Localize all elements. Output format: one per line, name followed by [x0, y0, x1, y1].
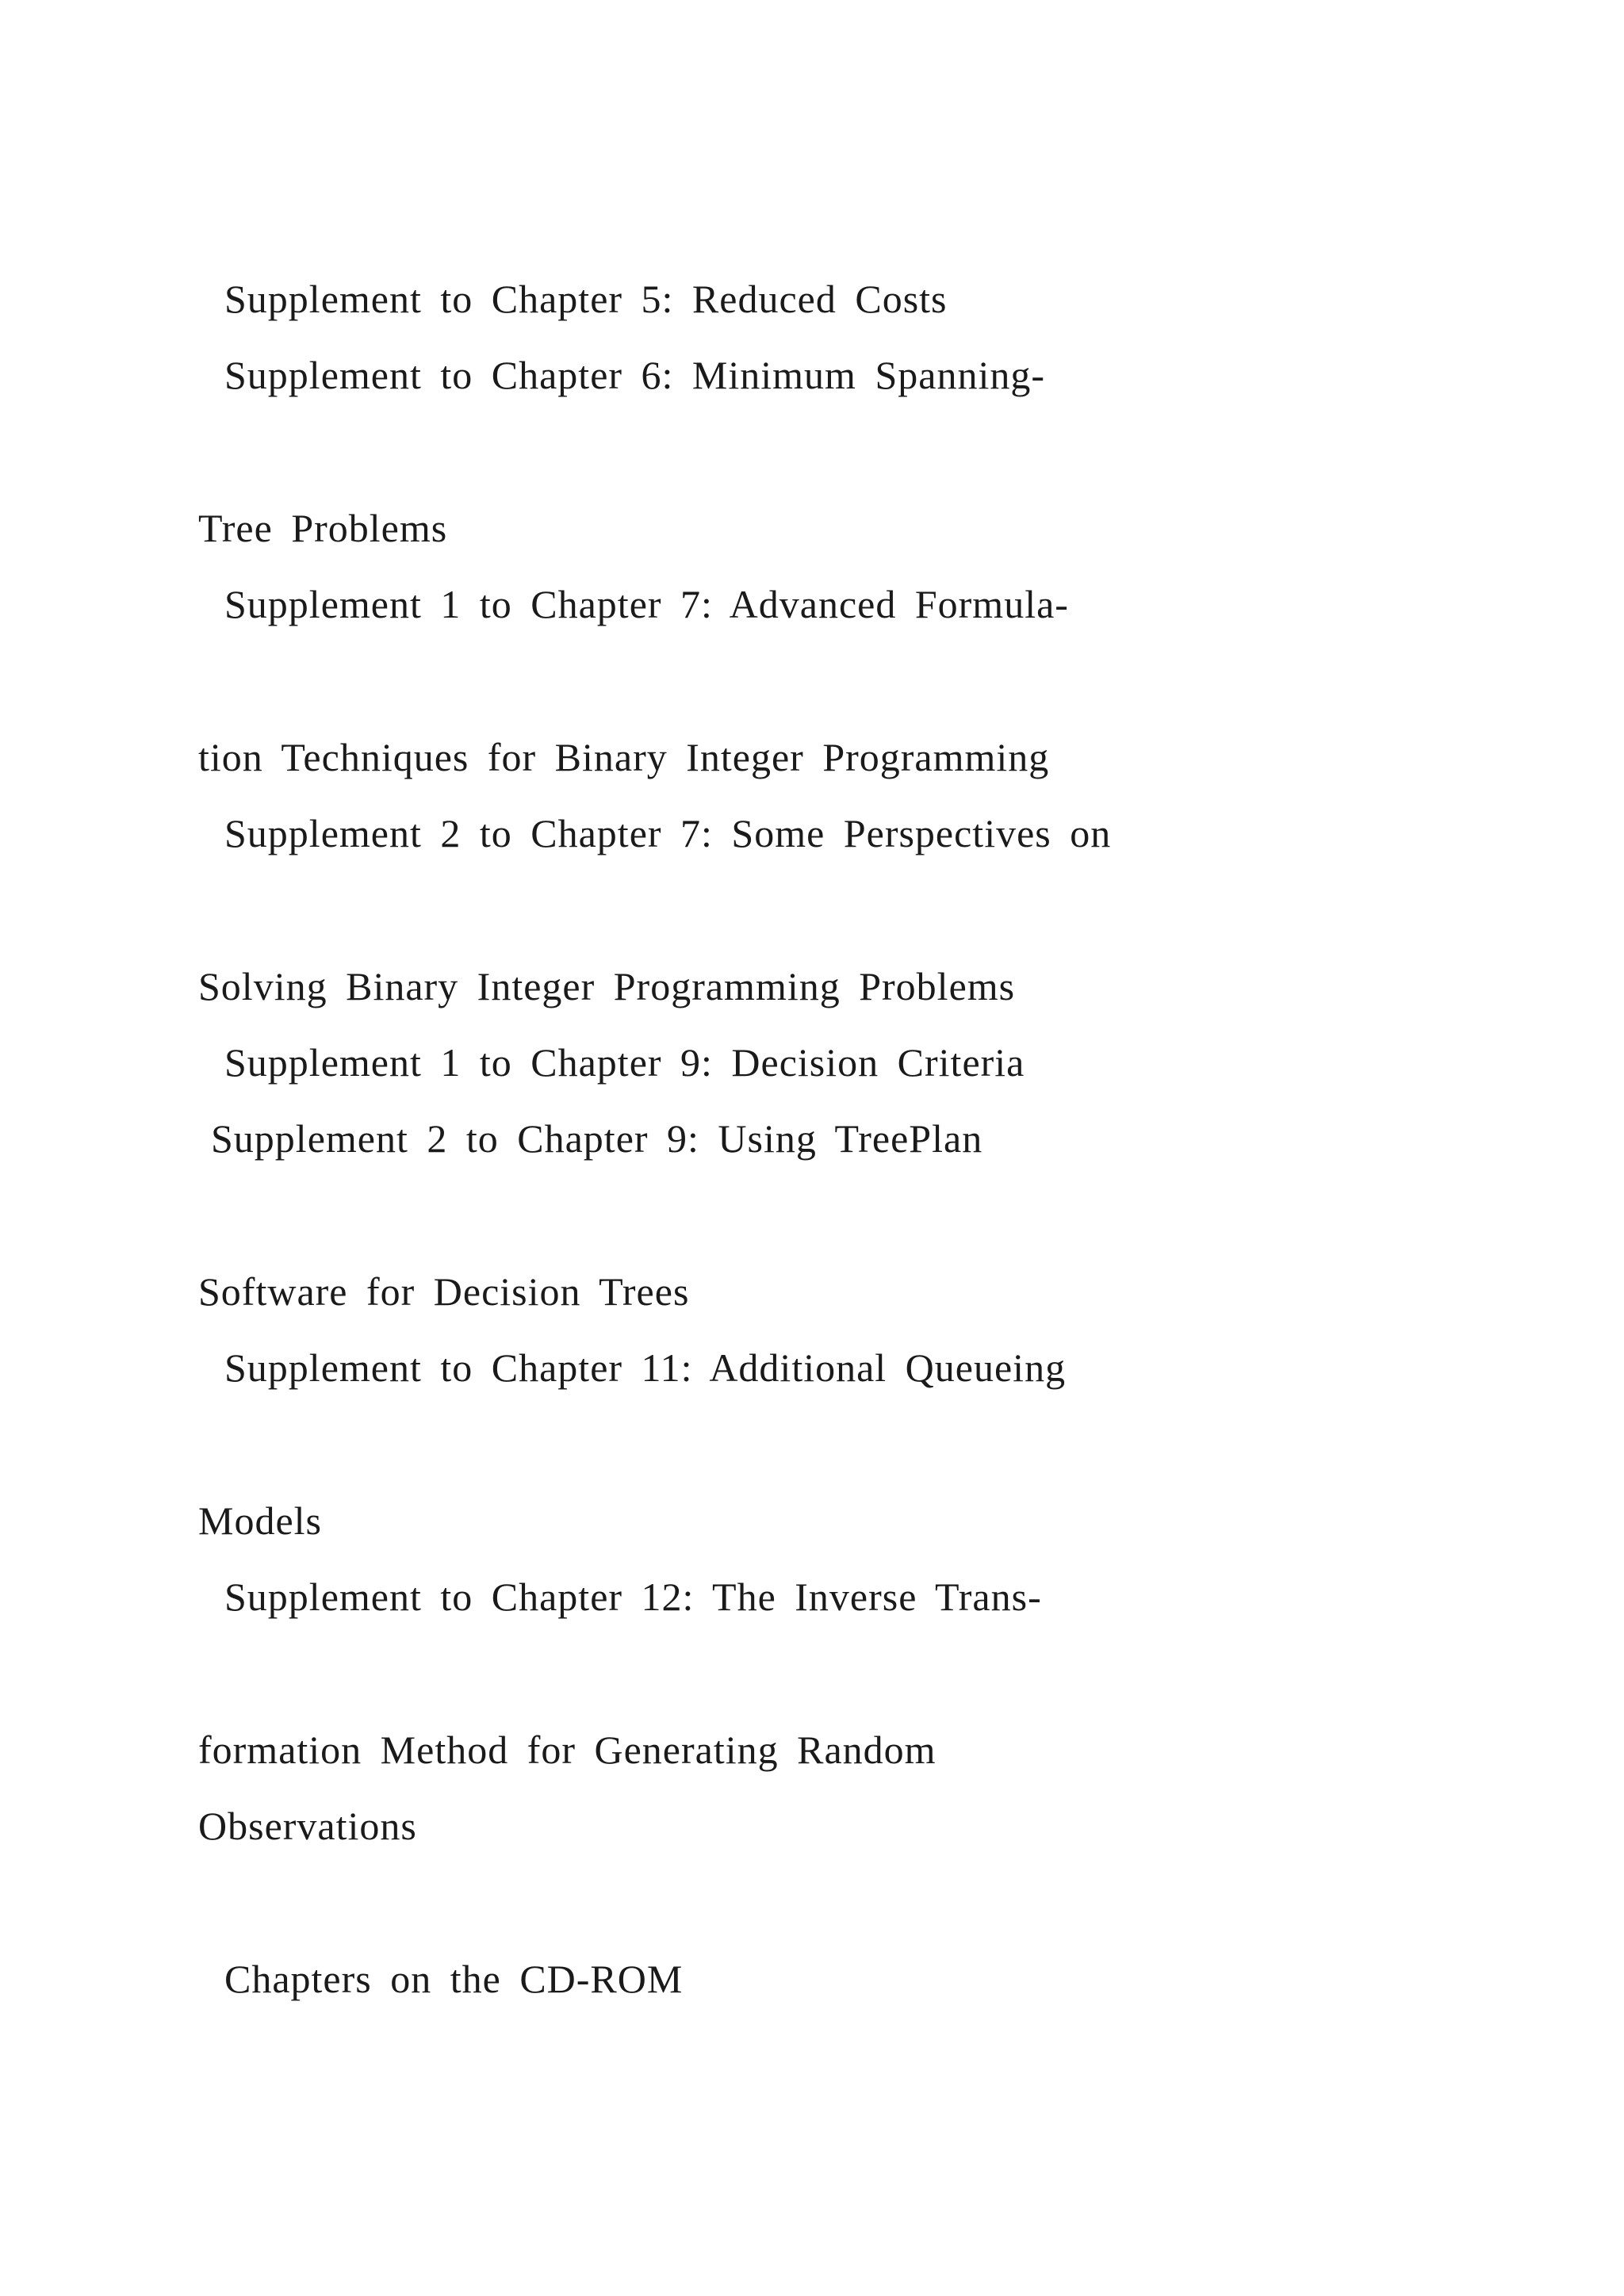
- text-line: tion Techniques for Binary Integer Programming: [198, 735, 1050, 779]
- text-line: Supplement to Chapter 6: Minimum Spanning-: [224, 353, 1045, 397]
- text-line: Models: [198, 1498, 322, 1543]
- text-line: Supplement to Chapter 5: Reduced Costs: [224, 277, 948, 321]
- section-heading: Chapters on the CD-ROM: [224, 1957, 684, 2001]
- text-line: formation Method for Generating Random: [198, 1728, 936, 1772]
- text-line: Software for Decision Trees: [198, 1269, 690, 1314]
- text-line: Supplement 1 to Chapter 9: Decision Criteria: [224, 1040, 1025, 1085]
- text-line: Observations: [198, 1804, 417, 1848]
- text-line: Solving Binary Integer Programming Problems: [198, 964, 1016, 1008]
- text-line: Tree Problems: [198, 506, 448, 550]
- text-line: Supplement 1 to Chapter 7: Advanced Formula-: [224, 582, 1069, 626]
- text-line: Supplement 2 to Chapter 9: Using TreePlan: [211, 1116, 983, 1161]
- text-line: Supplement 2 to Chapter 7: Some Perspectives on: [224, 811, 1112, 855]
- text-line: Supplement to Chapter 12: The Inverse Trans-: [224, 1575, 1042, 1619]
- text-line: Supplement to Chapter 11: Additional Queueing: [224, 1345, 1067, 1390]
